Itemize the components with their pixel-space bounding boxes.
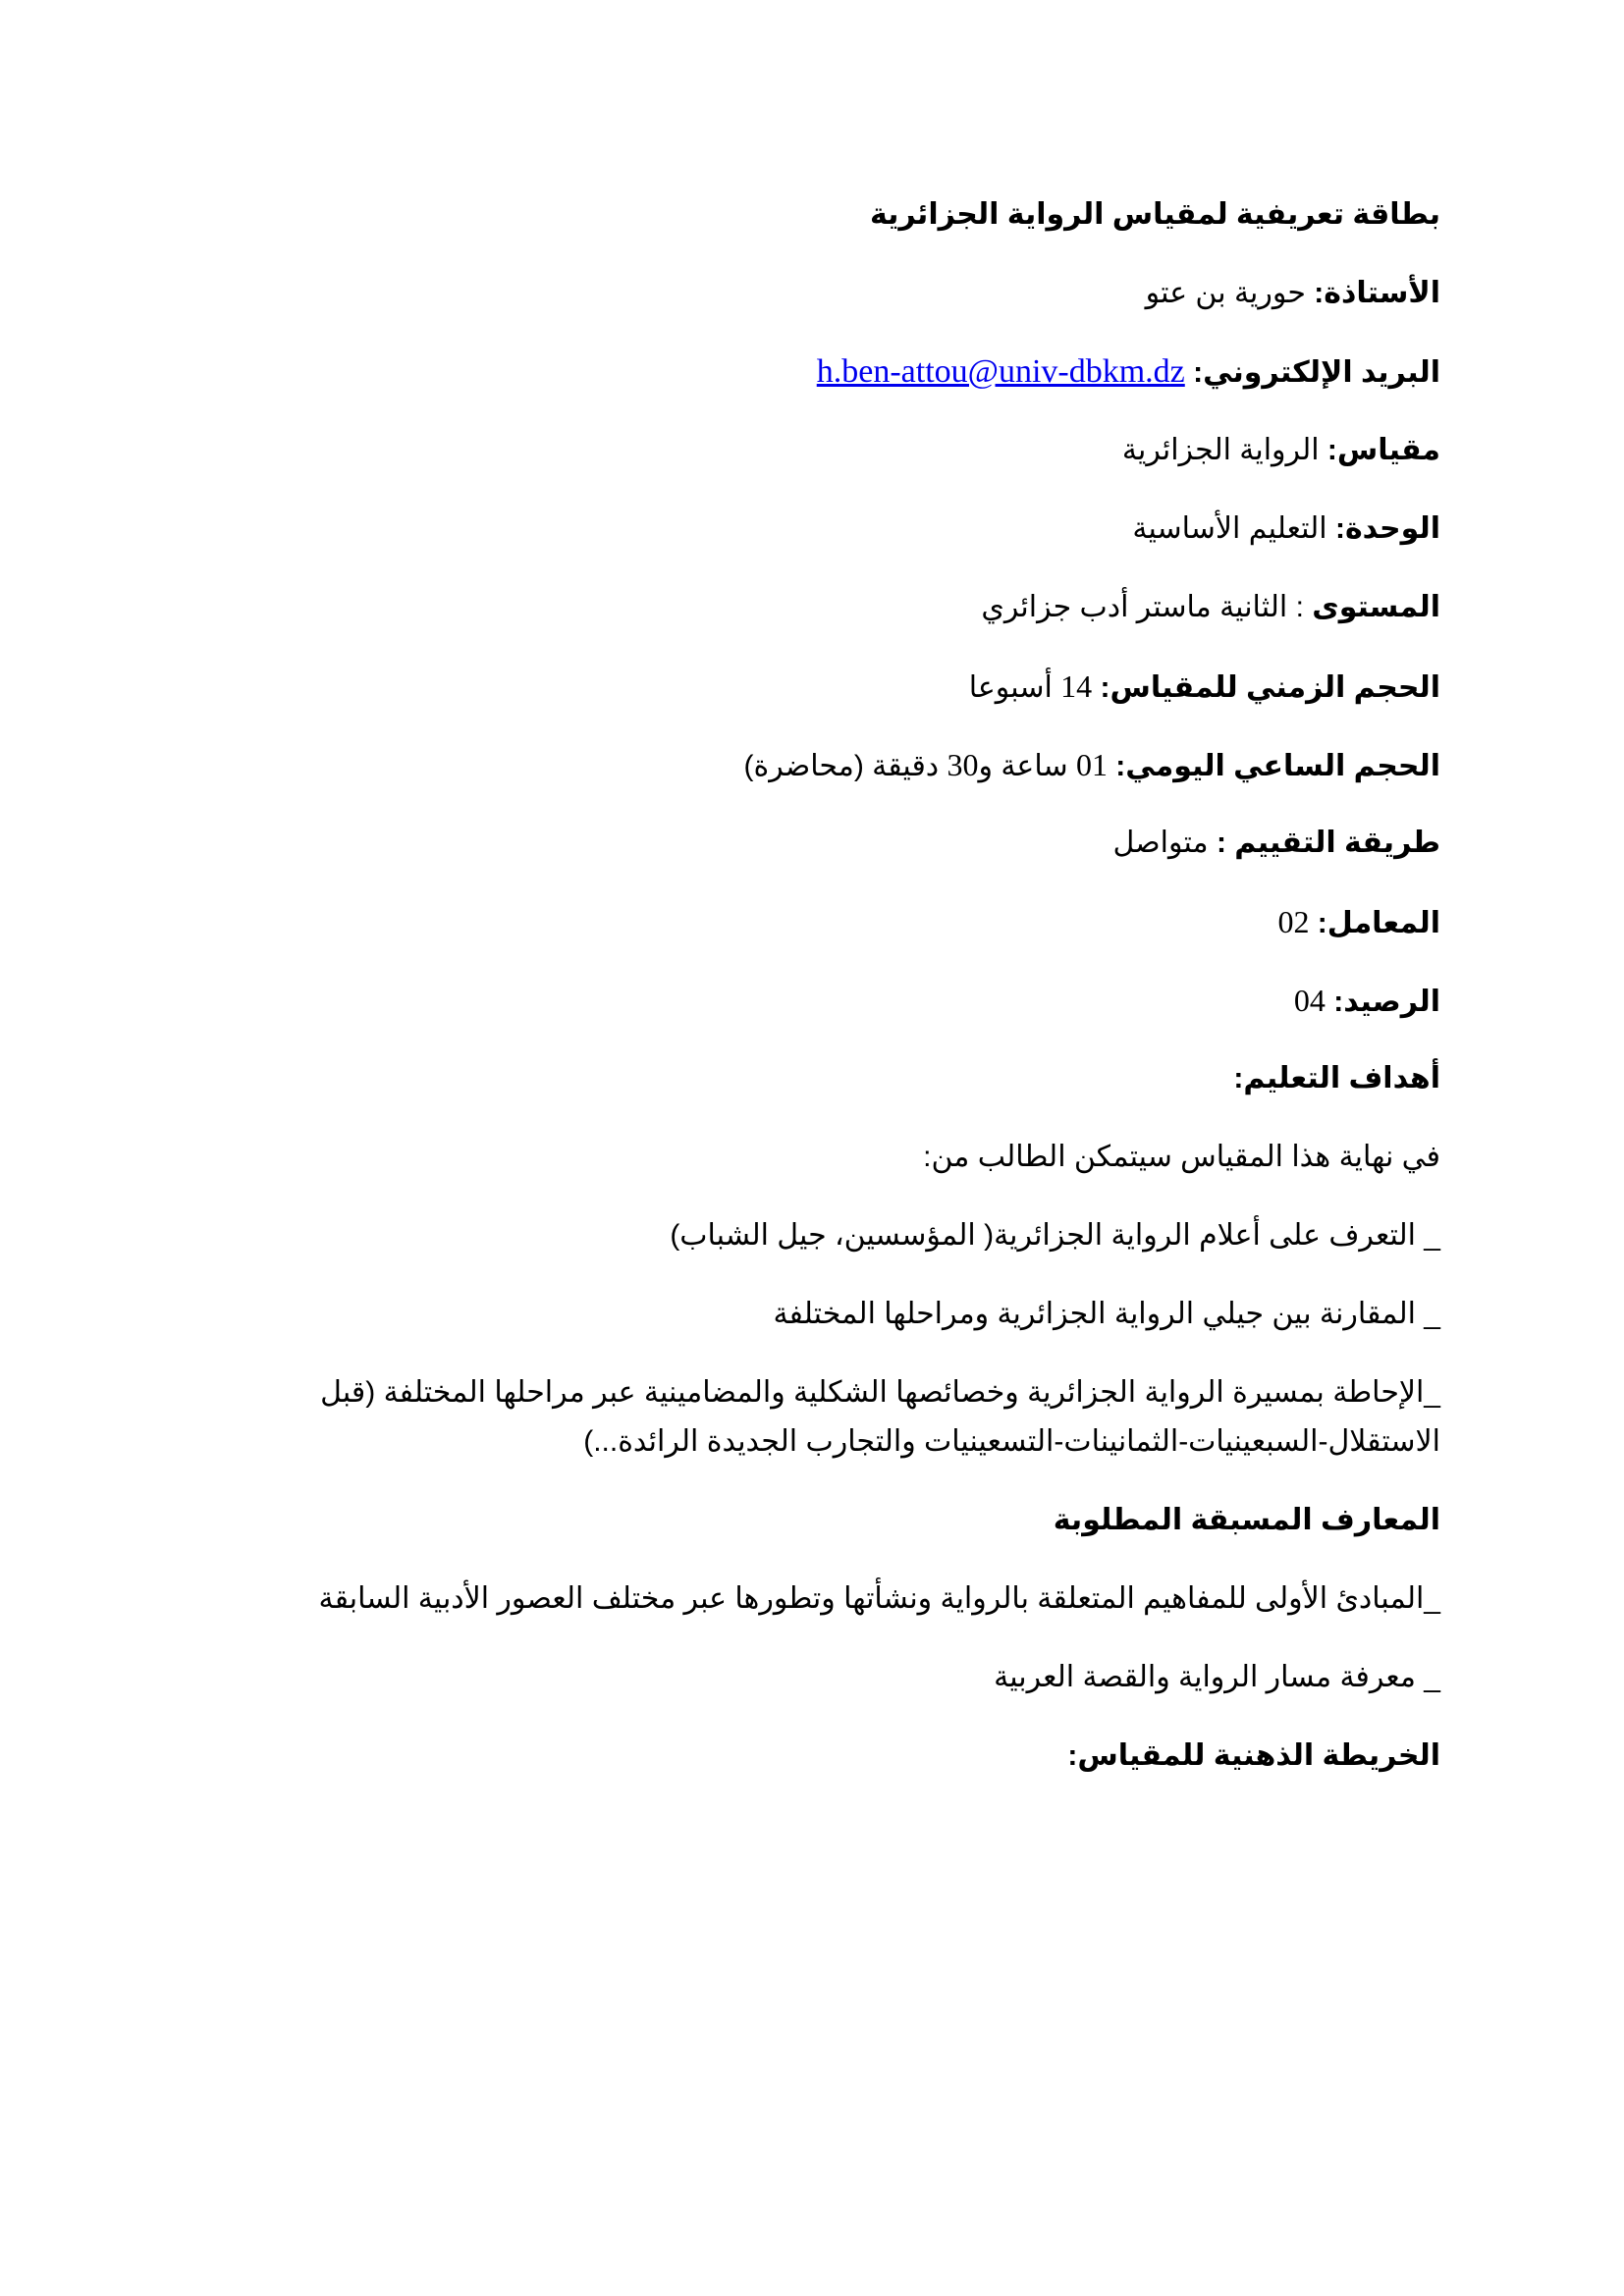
- objective-item: _الإحاطة بمسيرة الرواية الجزائرية وخصائصها الشكلية والمضامينية عبر مراحلها المختلفة (قبل الاستقلال-السبعينيات-الثمانينات-التسعينيات والتجارب الجديدة الرائدة...): [320, 1376, 1440, 1458]
- evaluation-line: [282, 819, 1440, 897]
- prerequisites-heading: المعارف المسبقة المطلوبة: [1053, 1504, 1440, 1536]
- evaluation-label: طريقة التقييم :: [1216, 827, 1440, 859]
- coefficient-label: المعامل:: [1317, 907, 1440, 939]
- teacher-line: [282, 269, 1440, 347]
- daily-volume-minutes: 30: [947, 747, 979, 782]
- module-value: الرواية الجزائرية: [1121, 434, 1320, 466]
- teacher-value: حورية بن عتو: [1145, 277, 1306, 309]
- level-line: [282, 583, 1440, 662]
- document-title: بطاقة تعريفية لمقياس الرواية الجزائرية: [869, 198, 1440, 231]
- module-line: [282, 426, 1440, 505]
- daily-volume-label: الحجم الساعي اليومي:: [1115, 750, 1440, 782]
- email-label: البريد الإلكتروني:: [1193, 356, 1440, 389]
- unit-value: التعليم الأساسية: [1132, 512, 1327, 545]
- level-separator: :: [1287, 591, 1313, 623]
- credit-line: [282, 976, 1440, 1054]
- objectives-heading: أهداف التعليم:: [1233, 1062, 1440, 1095]
- objective-item: _ المقارنة بين جيلي الرواية الجزائرية ومراحلها المختلفة: [773, 1298, 1440, 1330]
- daily-volume-minutes-text: دقيقة (محاضرة): [743, 750, 940, 782]
- teacher-label: الأستاذة:: [1314, 277, 1440, 309]
- daily-volume-hours: 01: [1075, 747, 1108, 782]
- credit-value: 04: [1293, 983, 1326, 1018]
- time-volume-unit: أسبوعا: [968, 671, 1053, 704]
- time-volume-line: [282, 662, 1440, 740]
- daily-volume-line: [282, 740, 1440, 819]
- time-volume-label: الحجم الزمني للمقياس:: [1100, 671, 1440, 704]
- coefficient-value: 02: [1277, 904, 1310, 939]
- prerequisite-item: _المبادئ الأولى للمفاهيم المتعلقة بالرواية ونشأتها وتطورها عبر مختلف العصور الأدبية السابقة: [318, 1582, 1440, 1615]
- objective-item: _ التعرف على أعلام الرواية الجزائرية( المؤسسين، جيل الشباب): [670, 1219, 1440, 1252]
- unit-line: [282, 505, 1440, 583]
- document-content: [282, 190, 1440, 1810]
- evaluation-value: متواصل: [1112, 827, 1209, 859]
- daily-volume-hours-text: ساعة و: [978, 750, 1068, 782]
- email-link[interactable]: h.ben-attou@univ-dbkm.dz: [816, 353, 1185, 390]
- mind-map-heading: الخريطة الذهنية للمقياس:: [1067, 1739, 1440, 1772]
- coefficient-line: [282, 897, 1440, 976]
- credit-label: الرصيد:: [1333, 986, 1440, 1018]
- objectives-intro: في نهاية هذا المقياس سيتمكن الطالب من:: [923, 1141, 1440, 1173]
- time-volume-number: 14: [1060, 668, 1093, 704]
- level-label: المستوى: [1312, 591, 1440, 623]
- prerequisite-item: _ معرفة مسار الرواية والقصة العربية: [994, 1661, 1440, 1693]
- email-line: [282, 347, 1440, 426]
- module-label: مقياس:: [1326, 434, 1440, 466]
- unit-label: الوحدة:: [1334, 512, 1440, 545]
- level-value: الثانية ماستر أدب جزائري: [981, 591, 1288, 623]
